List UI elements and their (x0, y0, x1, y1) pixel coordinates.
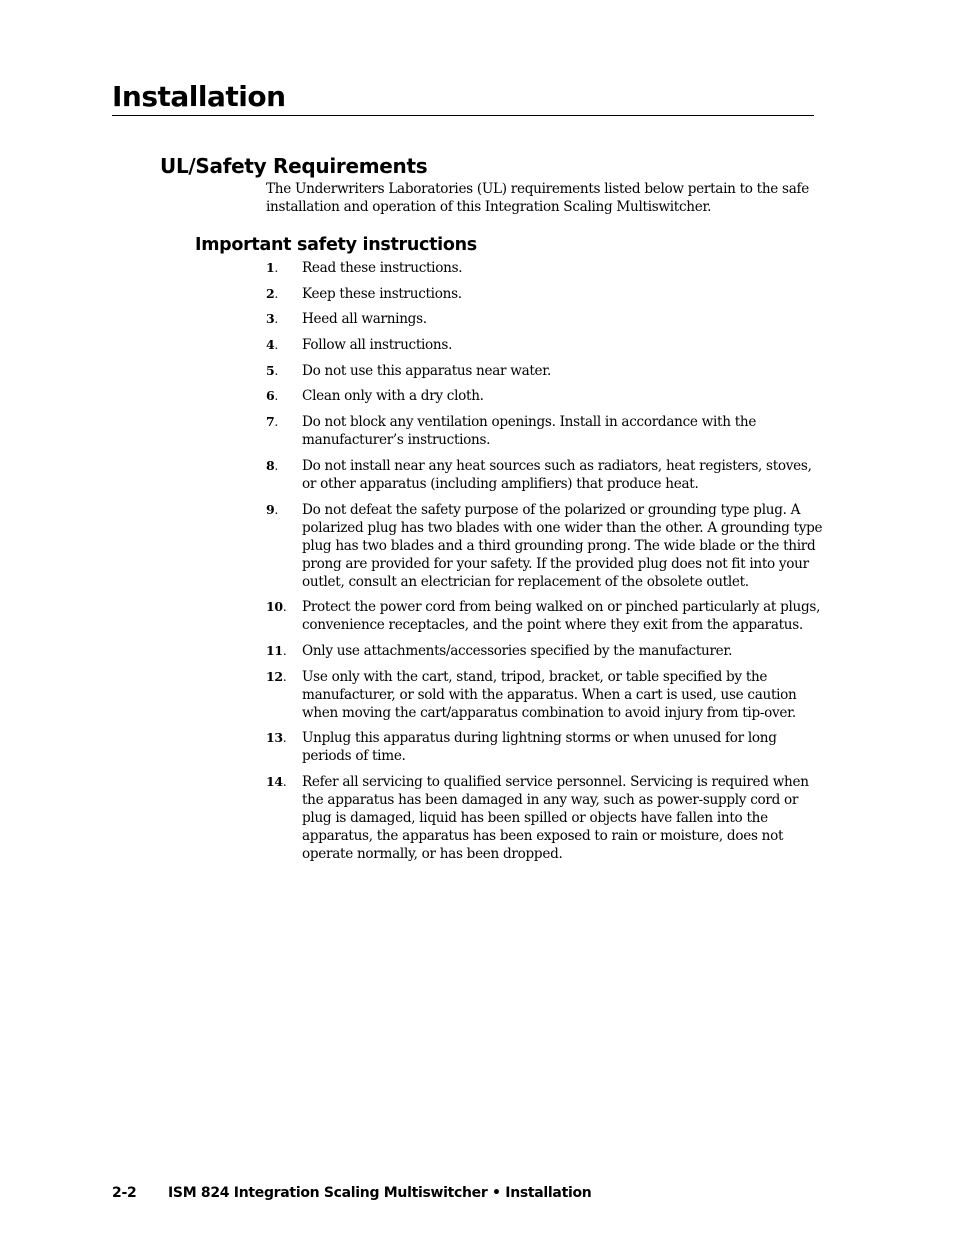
list-item (266, 310, 826, 328)
list-item (266, 362, 826, 380)
list-item (266, 285, 826, 303)
item-number: 14. (266, 773, 287, 789)
list-item (266, 336, 826, 354)
list-item (266, 259, 826, 277)
list-item (266, 387, 826, 405)
item-number: 8. (266, 457, 279, 473)
item-text: Clean only with a dry cloth. (302, 388, 484, 405)
list-item (266, 413, 826, 449)
list-item (266, 729, 826, 765)
item-number: 2. (266, 285, 279, 301)
item-number: 10. (266, 599, 287, 615)
item-text: Only use attachments/accessories specified by the manufacturer. (302, 642, 733, 659)
list-item (266, 668, 826, 722)
list-item (266, 598, 826, 634)
item-number: 11. (266, 642, 287, 658)
item-text: Heed all warnings. (302, 311, 427, 328)
item-number: 13. (266, 730, 287, 746)
page-footer (112, 1184, 591, 1202)
item-text: Do not use this apparatus near water. (302, 362, 552, 379)
chapter-title: Installation (112, 80, 286, 113)
item-text: Use only with the cart, stand, tripod, bracket, or table specified by the manufacturer, or sold with the apparatus. When a cart is used, use caution when moving the cart/apparatus combination to avoid injury from tip-over. (302, 668, 797, 721)
item-text: Do not install near any heat sources such as radiators, heat registers, stoves, or other apparatus (including amplifiers) that produce heat. (302, 457, 812, 492)
running-title: ISM 824 Integration Scaling Multiswitcher • Installation (168, 1185, 592, 1201)
safety-instructions-list (266, 259, 826, 871)
item-number: 1. (266, 260, 279, 275)
item-text: Do not block any ventilation openings. Install in accordance with the manufacturer’s instructions. (302, 414, 757, 449)
item-text: Read these instructions. (302, 260, 463, 276)
item-text: Follow all instructions. (302, 337, 453, 354)
item-number: 4. (266, 337, 279, 353)
item-number: 3. (266, 311, 279, 327)
item-number: 12. (266, 668, 287, 684)
item-number: 7. (266, 414, 279, 430)
item-text: Keep these instructions. (302, 285, 462, 302)
subsection-title: Important safety instructions (195, 235, 477, 255)
item-text: Unplug this apparatus during lightning storms or when unused for long periods of time. (302, 730, 777, 765)
item-number: 6. (266, 388, 279, 404)
page-number: 2-2 (112, 1185, 137, 1201)
item-text: Refer all servicing to qualified service personnel. Servicing is required when the apparatus has been damaged in any way, such as power-supply cord or plug is damaged, liquid has been spilled or objects have fallen into the apparatus, the apparatus has been exposed to rain or moisture, does not operate normally, or has been dropped. (302, 773, 809, 862)
item-number: 9. (266, 501, 279, 517)
item-number: 5. (266, 362, 279, 378)
item-text: Do not defeat the safety purpose of the polarized or grounding type plug. A polarized plug has two blades with one wider than the other. A grounding type plug has two blades and a third grounding prong. The wide blade or the third prong are provided for your safety. If the provided plug does not fit into your outlet, consult an electrician for replacement of the obsolete outlet. (302, 501, 823, 590)
section-title: UL/Safety Requirements (160, 154, 428, 178)
list-item (266, 457, 826, 493)
list-item (266, 501, 826, 591)
section-intro: The Underwriters Laboratories (UL) requirements listed below pertain to the safe installation and operation of this Integration Scaling Multiswitcher. (266, 181, 810, 215)
item-text: Protect the power cord from being walked on or pinched particularly at plugs, convenience receptacles, and the point where they exit from the apparatus. (302, 599, 821, 634)
chapter-divider (112, 115, 814, 116)
list-item (266, 773, 826, 863)
list-item (266, 642, 826, 660)
